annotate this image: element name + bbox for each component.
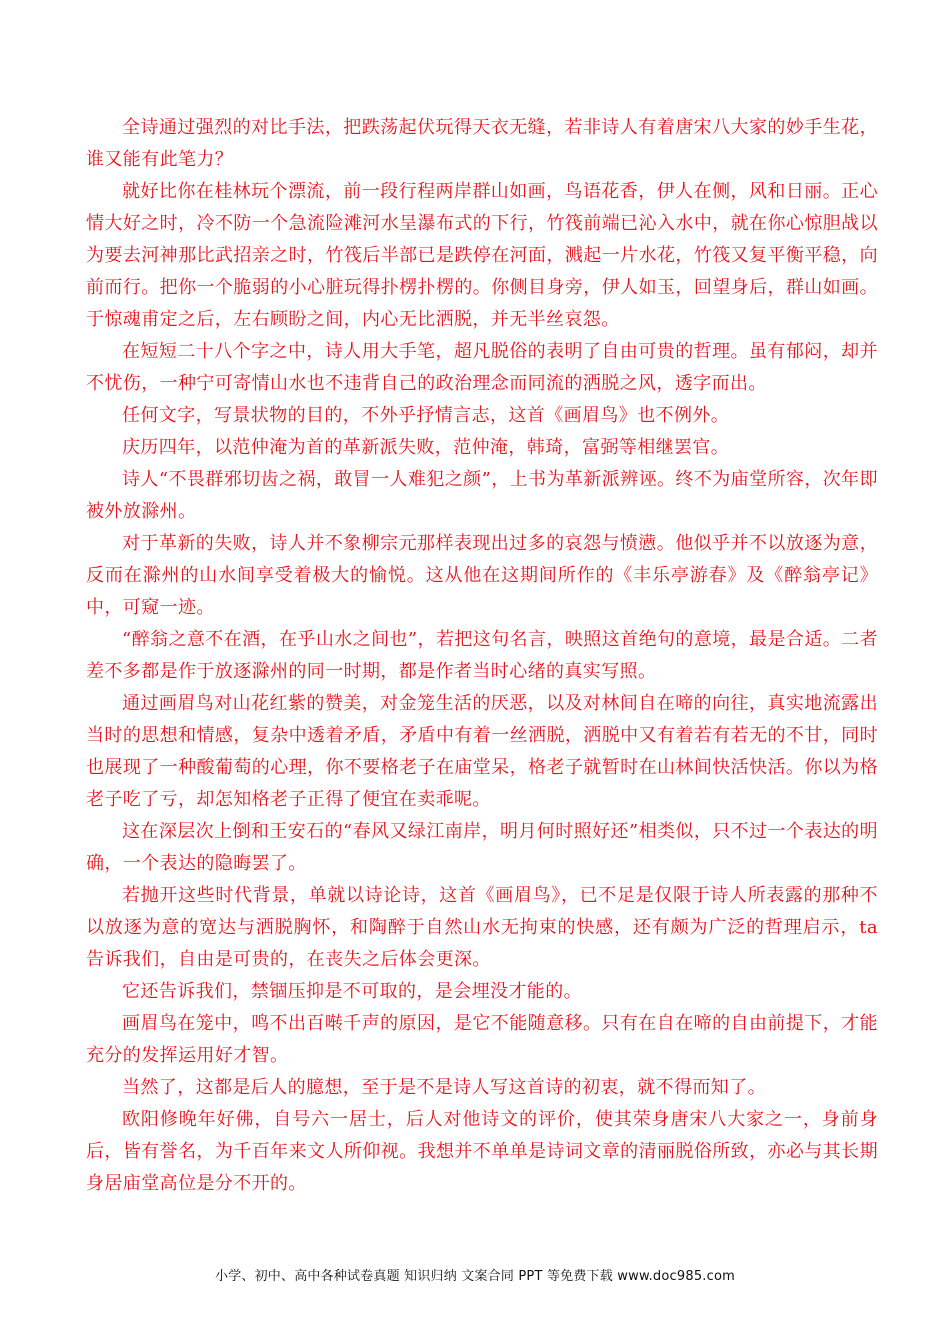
- paragraph: 诗人“不畏群邪切齿之祸，敢冒一人难犯之颜”，上书为革新派辨诬。终不为庙堂所容，次年即被外放滁州。: [86, 469, 878, 522]
- paragraph: 欧阳修晚年好佛，自号六一居士，后人对他诗文的评价，使其荣身唐宋八大家之一，身前身后，皆有誉名，为千百年来文人所仰视。我想并不单单是诗词文章的清丽脱俗所致，亦必与其长期身居庙堂高位是分不开的。: [86, 1109, 878, 1194]
- paragraph: 就好比你在桂林玩个漂流，前一段行程两岸群山如画，鸟语花香，伊人在侧，风和日丽。正心情大好之时，冷不防一个急流险滩河水呈瀑布式的下行，竹筏前端已沁入水中，就在你心惊胆战以为要去河神那比武招亲之时，竹筏后半部已是跌停在河面，溅起一片水花，竹筏又复平衡平稳，向前而行。把你一个脆弱的小心脏玩得扑楞扑楞的。你侧目身旁，伊人如玉，回望身后，群山如画。于惊魂甫定之后，左右顾盼之间，内心无比洒脱，并无半丝哀怨。: [86, 181, 878, 330]
- paragraph: 全诗通过强烈的对比手法，把跌荡起伏玩得天衣无缝，若非诗人有着唐宋八大家的妙手生花，谁又能有此笔力？: [86, 117, 878, 170]
- paragraph: 当然了，这都是后人的臆想，至于是不是诗人写这首诗的初衷，就不得而知了。: [122, 1077, 766, 1098]
- paragraph: 任何文字，写景状物的目的，不外乎抒情言志，这首《画眉鸟》也不例外。: [122, 405, 730, 426]
- paragraph: 画眉鸟在笼中，鸣不出百啭千声的原因，是它不能随意移。只有在自在啼的自由前提下，才能充分的发挥运用好才智。: [86, 1013, 878, 1066]
- paragraph: 通过画眉鸟对山花红紫的赞美，对金笼生活的厌恶，以及对林间自在啼的向往，真实地流露出当时的思想和情感，复杂中透着矛盾，矛盾中有着一丝洒脱，洒脱中又有着若有若无的不甘，同时也展现了一种酸葡萄的心理，你不要格老子在庙堂呆，格老子就暂时在山林间快活快活。你以为格老子吃了亏，却怎知格老子正得了便宜在卖乖呢。: [86, 693, 878, 810]
- article-body: [86, 112, 878, 1200]
- paragraph: 在短短二十八个字之中，诗人用大手笔，超凡脱俗的表明了自由可贵的哲理。虽有郁闷，却并不忧伤，一种宁可寄情山水也不违背自己的政治理念而同流的洒脱之风，透字而出。: [86, 341, 878, 394]
- paragraph: 这在深层次上倒和王安石的“春风又绿江南岸，明月何时照好还”相类似，只不过一个表达的明确，一个表达的隐晦罢了。: [86, 821, 878, 874]
- paragraph: 庆历四年，以范仲淹为首的革新派失败，范仲淹，韩琦，富弼等相继罢官。: [122, 437, 730, 458]
- page-footer: 小学、初中、高中各种试卷真题 知识归纳 文案合同 PPT 等免费下载 www.doc985.com: [215, 1269, 735, 1284]
- paragraph: 对于革新的失败，诗人并不象柳宗元那样表现出过多的哀怨与愤懑。他似乎并不以放逐为意，反而在滁州的山水间享受着极大的愉悦。这从他在这期间所作的《丰乐亭游春》及《醉翁亭记》中，可窥一迹。: [86, 533, 878, 618]
- paragraph: “醉翁之意不在酒，在乎山水之间也”，若把这句名言，映照这首绝句的意境，最是合适。二者差不多都是作于放逐滁州的同一时期，都是作者当时心绪的真实写照。: [86, 629, 878, 682]
- paragraph: 若抛开这些时代背景，单就以诗论诗，这首《画眉鸟》，已不足是仅限于诗人所表露的那种不以放逐为意的宽达与洒脱胸怀，和陶醉于自然山水无拘束的快感，还有颇为广泛的哲理启示，ta 告诉我们，自由是可贵的，在丧失之后体会更深。: [86, 885, 878, 970]
- paragraph: 它还告诉我们，禁锢压抑是不可取的，是会埋没才能的。: [122, 981, 582, 1002]
